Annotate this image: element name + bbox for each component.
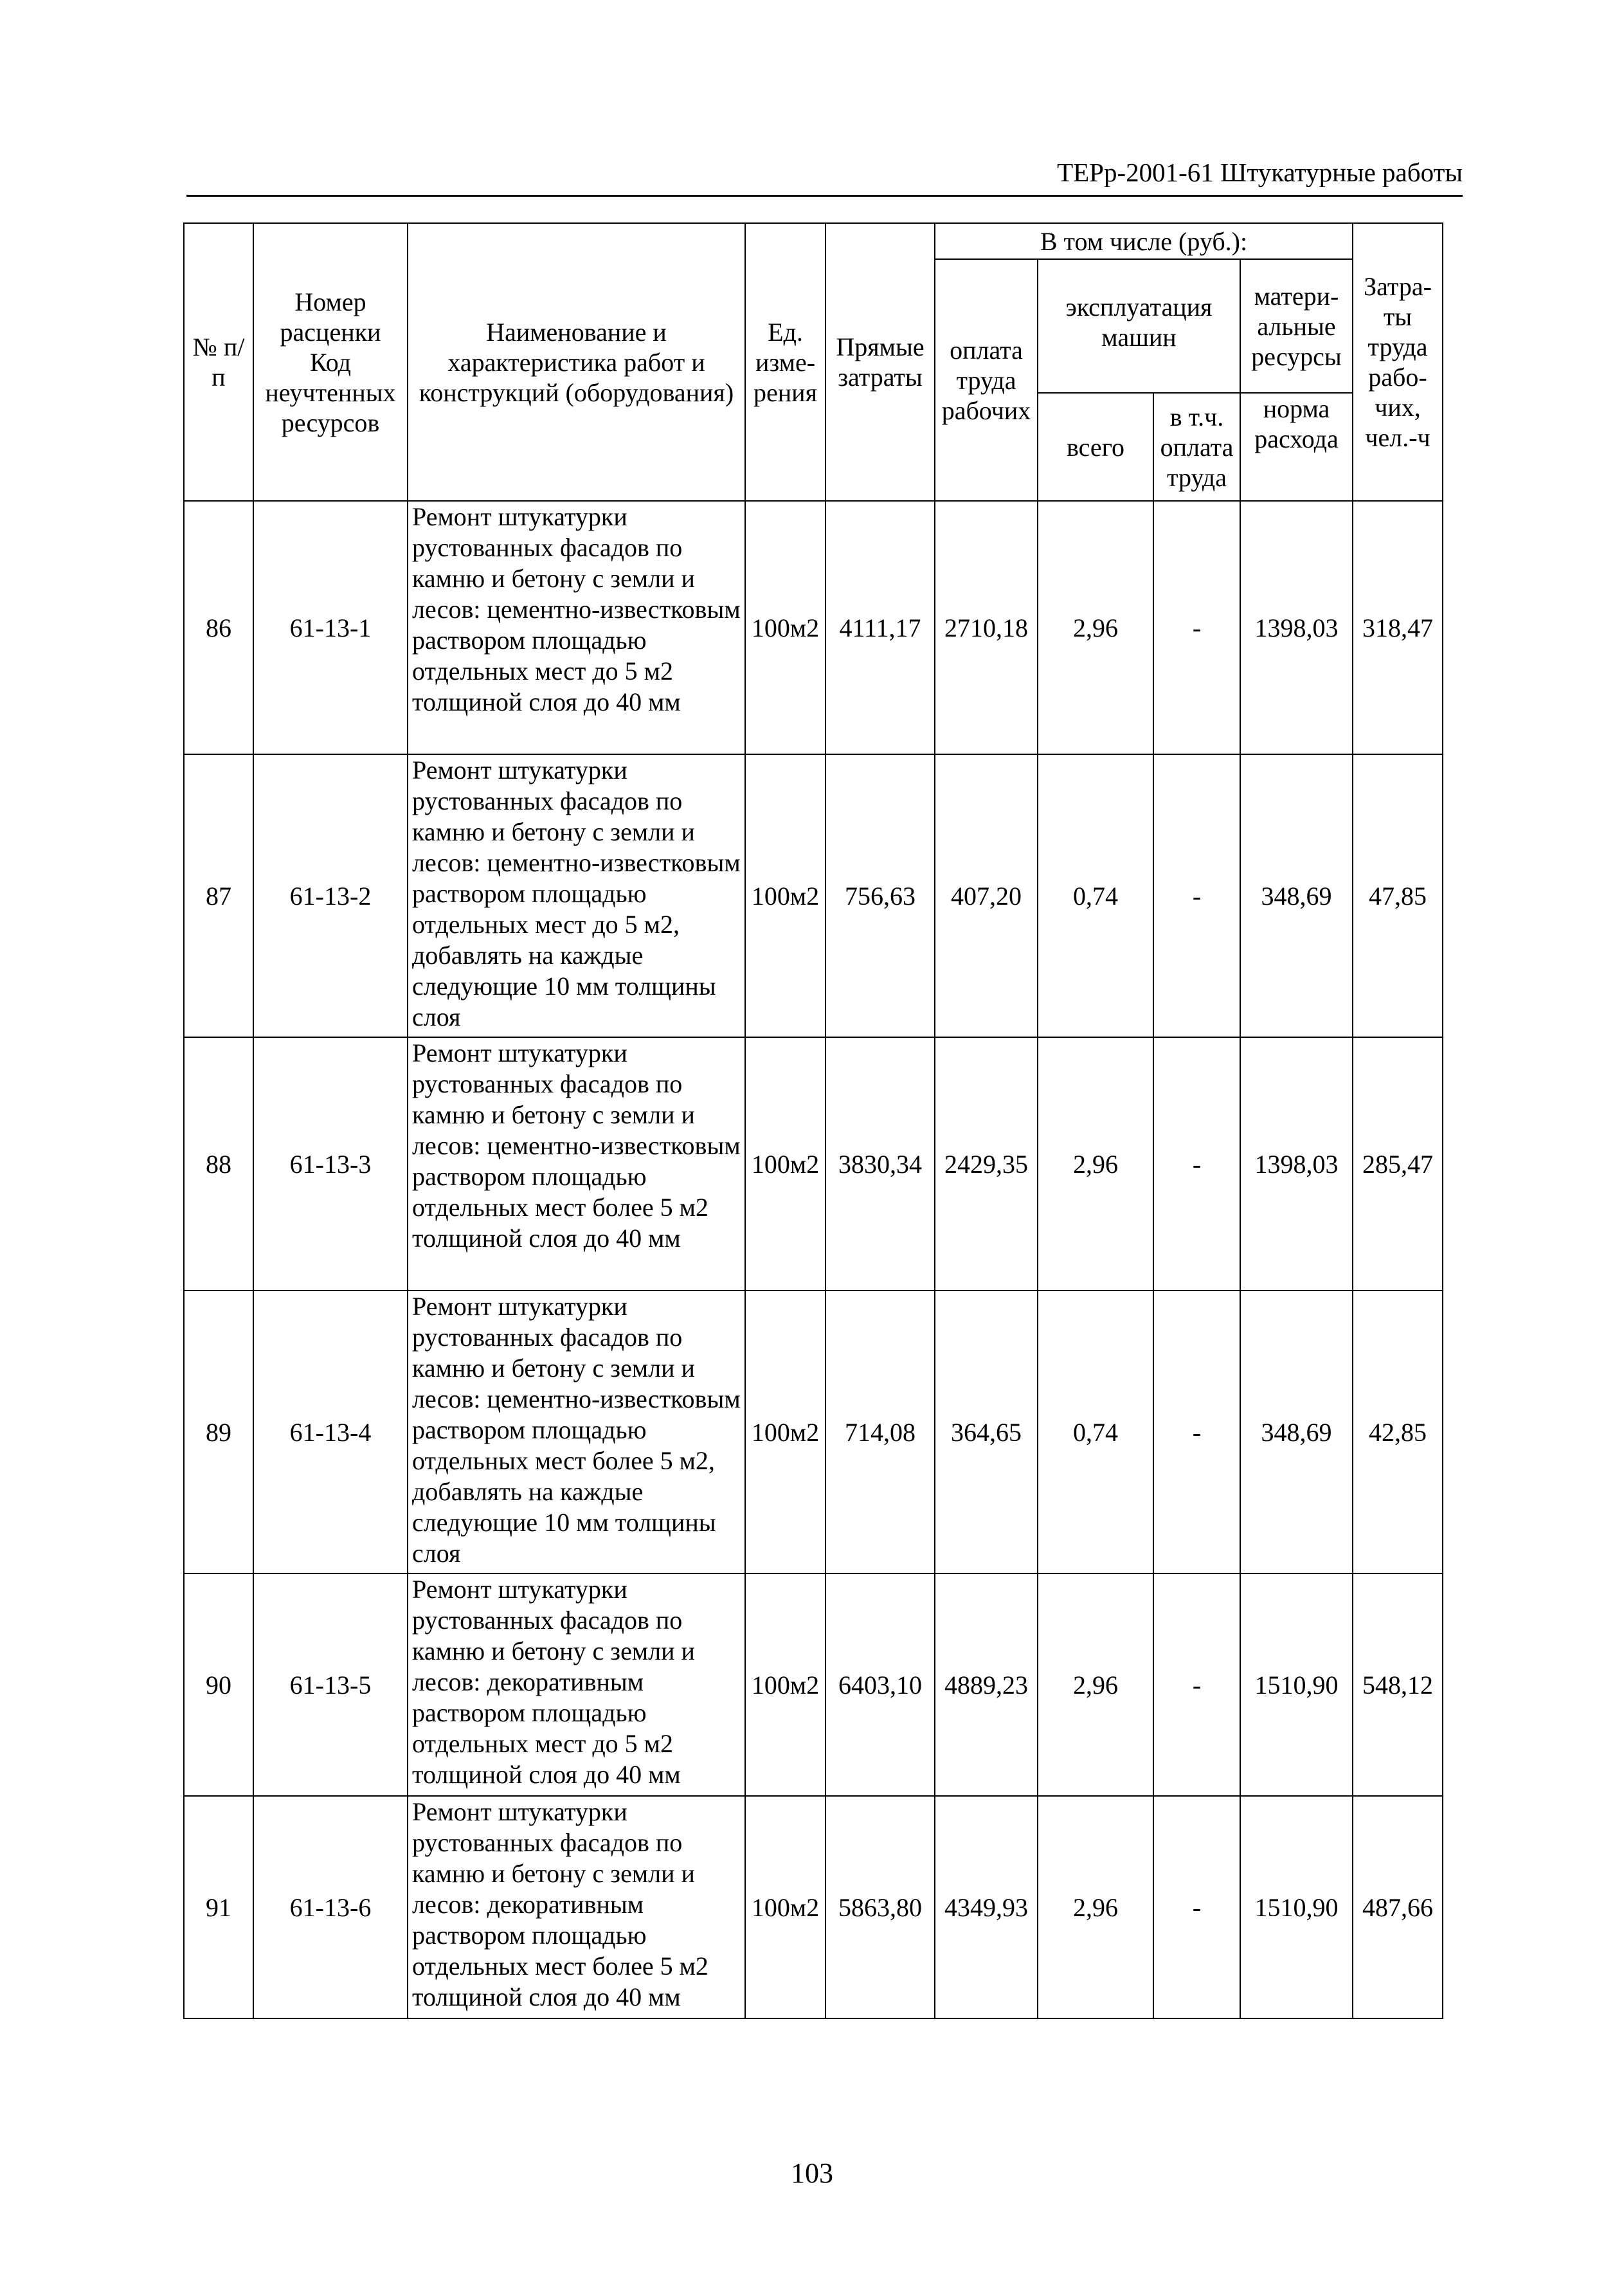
cell-name: Ремонт штукатурки рустованных фасадов по камню и бетону с земли и лесов: цементно-известковым раствором площадью отдельных мест до 5 м2, добавлять на каждые следующие 10 мм толщины слоя [408,754,745,1037]
cell-labor-pay: 2710,18 [935,501,1038,754]
cell-labor-cost: 487,66 [1353,1796,1443,2018]
cell-code: 61-13-4 [253,1291,408,1573]
cell-name: Ремонт штукатурки рустованных фасадов по камню и бетону с земли и лесов: декоративным раствором площадью отдельных мест до 5 м2 толщиной слоя до 40 мм [408,1573,745,1796]
cell-machines-total: 2,96 [1038,1796,1153,2018]
cell-unit: 100м2 [745,1796,826,2018]
col-header-direct: Прямые затраты [826,223,935,501]
col-header-unit: Ед. изме-рения [745,223,826,501]
cell-labor-cost: 285,47 [1353,1037,1443,1291]
cell-machines-pay: - [1153,501,1240,754]
cell-num: 89 [184,1291,253,1573]
cell-labor-pay: 4349,93 [935,1796,1038,2018]
cell-direct: 6403,10 [826,1573,935,1796]
col-header-materials: матери-альные ресурсы [1240,259,1353,393]
cell-name: Ремонт штукатурки рустованных фасадов по камню и бетону с земли и лесов: цементно-известковым раствором площадью отдельных мест до 5 м2 толщиной слоя до 40 мм [408,501,745,754]
cell-labor-cost: 42,85 [1353,1291,1443,1573]
cell-num: 86 [184,501,253,754]
cell-unit: 100м2 [745,1573,826,1796]
cell-labor-pay: 2429,35 [935,1037,1038,1291]
cell-machines-pay: - [1153,1291,1240,1573]
cell-num: 90 [184,1573,253,1796]
table-row [184,501,1443,754]
cell-labor-pay: 407,20 [935,754,1038,1037]
cell-machines-total: 0,74 [1038,754,1153,1037]
cell-labor-pay: 364,65 [935,1291,1038,1573]
cell-materials: 1510,90 [1240,1573,1353,1796]
cell-code: 61-13-1 [253,501,408,754]
cell-num: 91 [184,1796,253,2018]
cell-direct: 4111,17 [826,501,935,754]
cell-materials: 348,69 [1240,1291,1353,1573]
cell-name: Ремонт штукатурки рустованных фасадов по камню и бетону с земли и лесов: цементно-известковым раствором площадью отдельных мест более 5 м2 толщиной слоя до 40 мм [408,1037,745,1291]
cell-machines-total: 0,74 [1038,1291,1153,1573]
cell-name: Ремонт штукатурки рустованных фасадов по камню и бетону с земли и лесов: цементно-известковым раствором площадью отдельных мест более 5 м2, добавлять на каждые следующие 10 мм толщины слоя [408,1291,745,1573]
cell-num: 87 [184,754,253,1037]
cell-materials: 1510,90 [1240,1796,1353,2018]
table-row [184,1291,1443,1573]
col-header-labor-pay: оплата труда рабочих [935,259,1038,501]
cell-materials: 1398,03 [1240,501,1353,754]
cell-unit: 100м2 [745,1037,826,1291]
header-divider [186,195,1463,197]
cell-code: 61-13-5 [253,1573,408,1796]
cell-materials: 348,69 [1240,754,1353,1037]
cell-labor-pay: 4889,23 [935,1573,1038,1796]
cell-unit: 100м2 [745,501,826,754]
cell-direct: 3830,34 [826,1037,935,1291]
cell-direct: 5863,80 [826,1796,935,2018]
cell-num: 88 [184,1037,253,1291]
cell-machines-pay: - [1153,1796,1240,2018]
page-number: 103 [791,2157,833,2189]
cell-code: 61-13-6 [253,1796,408,2018]
cell-code: 61-13-3 [253,1037,408,1291]
cell-machines-pay: - [1153,1573,1240,1796]
table-row [184,1573,1443,1796]
cell-unit: 100м2 [745,1291,826,1573]
table-body [184,501,1443,2018]
table-row [184,754,1443,1037]
cell-labor-cost: 548,12 [1353,1573,1443,1796]
table-row [184,1037,1443,1291]
cell-name: Ремонт штукатурки рустованных фасадов по камню и бетону с земли и лесов: декоративным раствором площадью отдельных мест более 5 м2 толщиной слоя до 40 мм [408,1796,745,2018]
col-header-machines-pay: в т.ч. оплата труда [1153,393,1240,501]
col-header-labor-cost: Затра-ты труда рабо-чих, чел.-ч [1353,223,1443,501]
cell-machines-total: 2,96 [1038,1573,1153,1796]
cell-direct: 756,63 [826,754,935,1037]
col-header-num: № п/п [184,223,253,501]
cell-machines-pay: - [1153,754,1240,1037]
col-header-code: Номер расценки Код неучтенных ресурсов [253,223,408,501]
cell-direct: 714,08 [826,1291,935,1573]
cell-labor-cost: 47,85 [1353,754,1443,1037]
table-row [184,1796,1443,2018]
rates-table [183,222,1443,2019]
cell-materials: 1398,03 [1240,1037,1353,1291]
cell-labor-cost: 318,47 [1353,501,1443,754]
cell-unit: 100м2 [745,754,826,1037]
col-header-name: Наименование и характеристика работ и конструкций (оборудования) [408,223,745,501]
page-header: ТЕРр-2001-61 Штукатурные работы [1057,158,1463,187]
col-header-machines: эксплуатация машин [1038,259,1240,393]
cell-machines-total: 2,96 [1038,501,1153,754]
cell-machines-pay: - [1153,1037,1240,1291]
cell-machines-total: 2,96 [1038,1037,1153,1291]
table-header [184,223,1443,501]
col-header-norm: норма расхода [1240,393,1353,501]
col-header-including: В том числе (руб.): [935,223,1353,259]
col-header-machines-total: всего [1038,393,1153,501]
cell-code: 61-13-2 [253,754,408,1037]
